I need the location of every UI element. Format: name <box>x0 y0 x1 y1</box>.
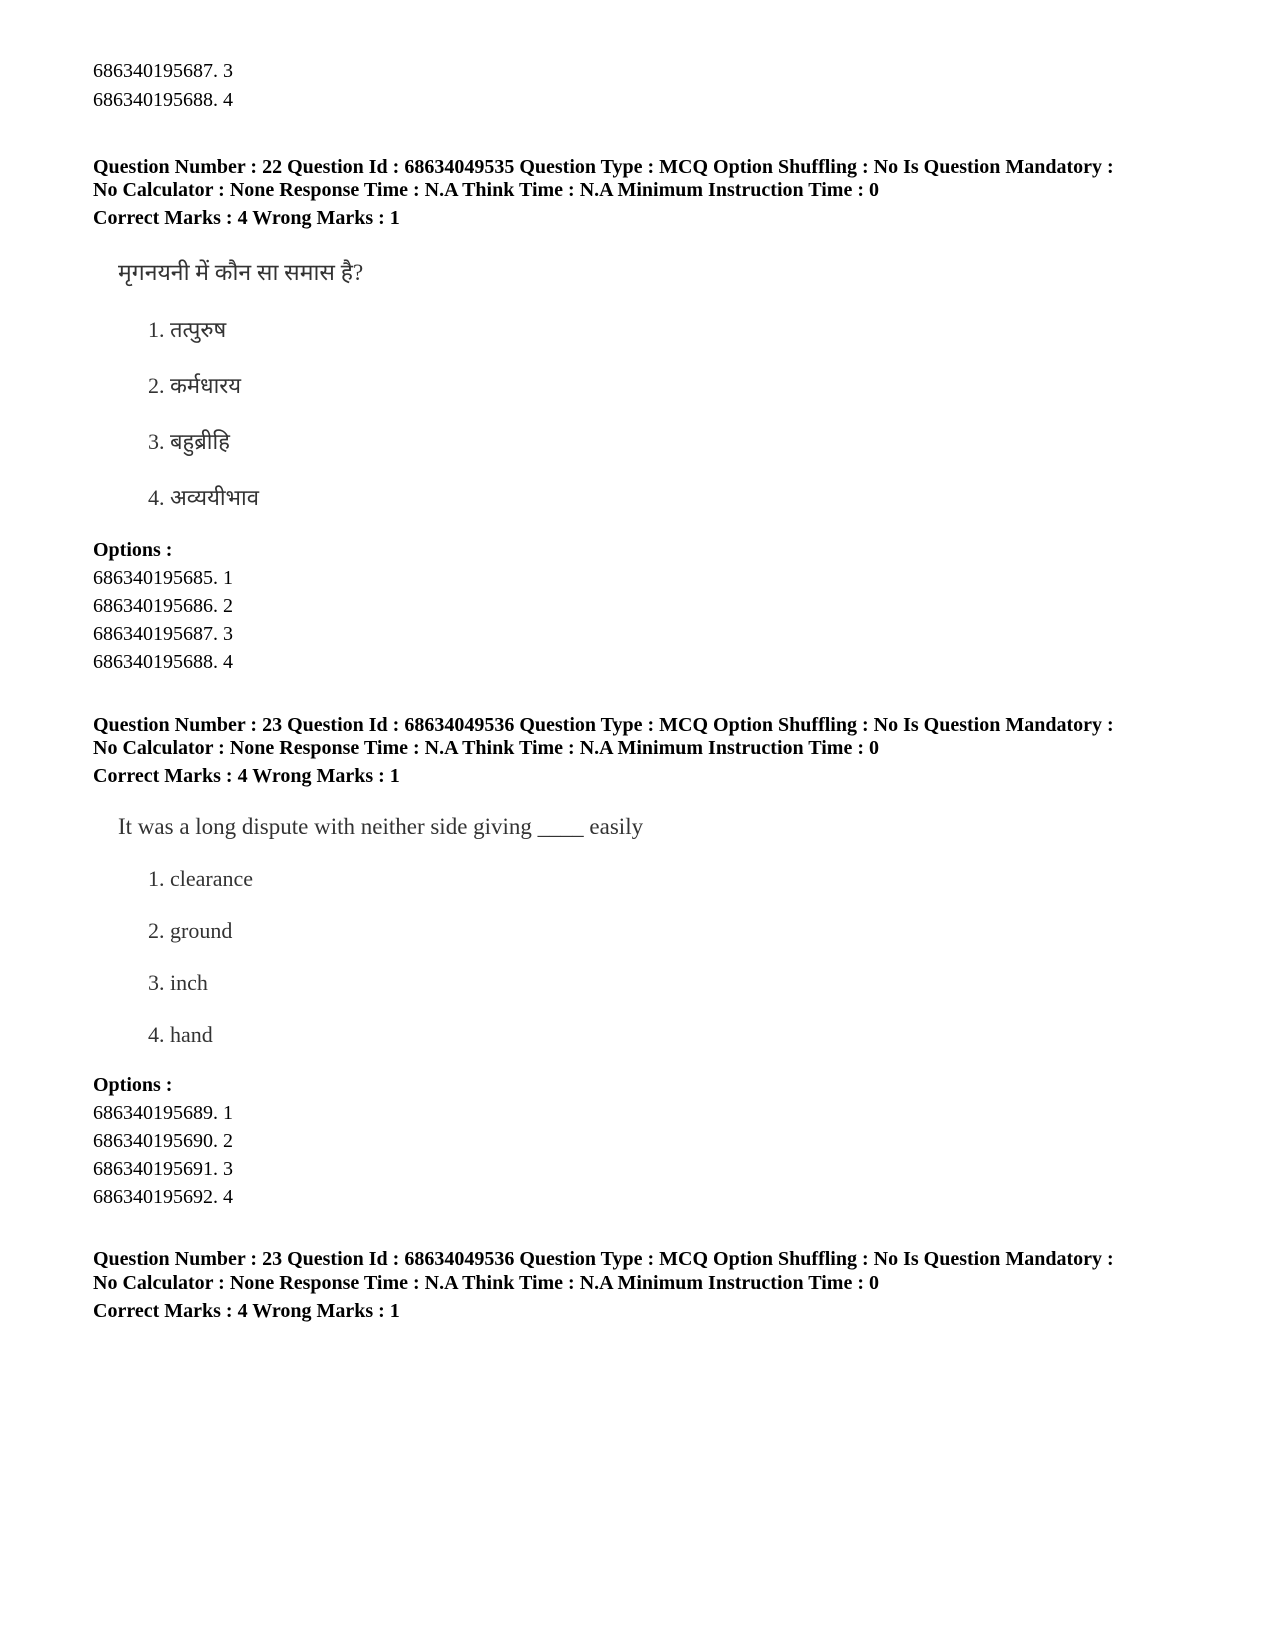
question-choice: 1. clearance <box>148 866 254 891</box>
question-marks: Correct Marks : 4 Wrong Marks : 1 <box>93 765 400 787</box>
question-text: मृगनयनी में कौन सा समास है? <box>118 260 364 285</box>
option-line: 686340195687. 3 <box>93 60 233 82</box>
option-line: 686340195690. 2 <box>93 1130 233 1152</box>
question-choice: 2. ground <box>148 918 233 943</box>
question-header-line2: No Calculator : None Response Time : N.A Think Time : N.A Minimum Instruction Time : 0 <box>93 179 879 201</box>
question-header-line1: Question Number : 23 Question Id : 68634049536 Question Type : MCQ Option Shuffling : No Is Question Mandatory : <box>93 1248 1114 1270</box>
question-marks: Correct Marks : 4 Wrong Marks : 1 <box>93 207 400 229</box>
option-line: 686340195691. 3 <box>93 1158 233 1180</box>
question-header-line2: No Calculator : None Response Time : N.A Think Time : N.A Minimum Instruction Time : 0 <box>93 737 879 759</box>
option-line: 686340195688. 4 <box>93 89 233 111</box>
question-choice: 3. बहुब्रीहि <box>148 429 230 454</box>
option-line: 686340195687. 3 <box>93 623 233 645</box>
option-line: 686340195692. 4 <box>93 1186 233 1208</box>
question-header-line1: Question Number : 22 Question Id : 68634049535 Question Type : MCQ Option Shuffling : No Is Question Mandatory : <box>93 156 1114 178</box>
options-label: Options : <box>93 539 173 561</box>
question-choice: 4. अव्ययीभाव <box>148 485 259 510</box>
question-header-line2: No Calculator : None Response Time : N.A Think Time : N.A Minimum Instruction Time : 0 <box>93 1272 879 1294</box>
question-header-line1: Question Number : 23 Question Id : 68634049536 Question Type : MCQ Option Shuffling : No Is Question Mandatory : <box>93 714 1114 736</box>
question-choice: 2. कर्मधारय <box>148 373 242 398</box>
options-label: Options : <box>93 1074 173 1096</box>
option-line: 686340195686. 2 <box>93 595 233 617</box>
option-line: 686340195685. 1 <box>93 567 233 589</box>
question-choice: 3. inch <box>148 970 208 995</box>
question-text: It was a long dispute with neither side giving ____ easily <box>118 814 644 839</box>
question-choice: 1. तत्पुरुष <box>148 317 227 342</box>
question-choice: 4. hand <box>148 1022 213 1047</box>
question-marks: Correct Marks : 4 Wrong Marks : 1 <box>93 1300 400 1322</box>
option-line: 686340195689. 1 <box>93 1102 233 1124</box>
option-line: 686340195688. 4 <box>93 651 233 673</box>
